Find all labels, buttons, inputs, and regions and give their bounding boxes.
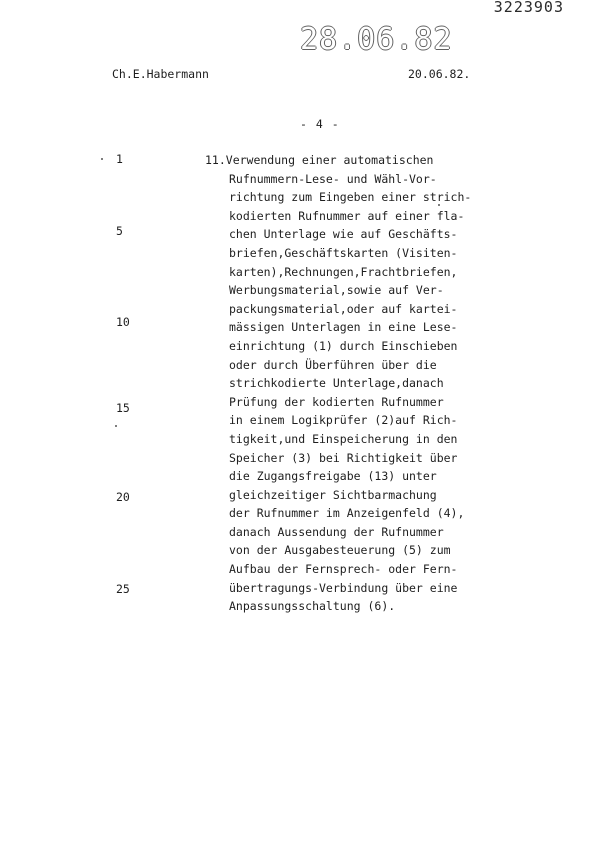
claim-line: chen Unterlage wie auf Geschäfts- — [229, 227, 458, 242]
claim-line: 11.Verwendung einer automatischen — [205, 153, 434, 167]
scan-speck — [438, 204, 440, 206]
claim-line: danach Aussendung der Rufnummer — [229, 524, 444, 539]
page-number: - 4 - — [300, 117, 340, 131]
claim-line: kodierten Rufnummer auf einer fla- — [229, 208, 465, 223]
document-date: 20.06.82. — [408, 67, 471, 81]
line-number: 1 — [116, 152, 123, 166]
line-number: 20 — [116, 490, 130, 504]
claim-line: übertragungs-Verbindung über eine — [229, 580, 458, 595]
claim-line: von der Ausgabesteuerung (5) zum — [229, 543, 451, 558]
claim-line: Rufnummern-Lese- und Wähl-Vor- — [229, 171, 437, 186]
claim-line: die Zugangsfreigabe (13) unter — [229, 469, 437, 484]
line-number: 15 — [116, 401, 130, 415]
claim-line: Prüfung der kodierten Rufnummer — [229, 394, 444, 409]
claim-line: Werbungsmaterial,sowie auf Ver- — [229, 283, 444, 298]
line-number: 10 — [116, 315, 130, 329]
claim-line: oder durch Überführen über die — [229, 357, 437, 372]
claim-11-text — [205, 151, 505, 616]
claim-line: Anpassungsschaltung (6). — [229, 599, 396, 614]
claim-line: strichkodierte Unterlage,danach — [229, 376, 444, 391]
line-number: 25 — [116, 582, 130, 596]
document-number: 3223903 — [493, 0, 564, 16]
scan-speck — [101, 158, 103, 160]
claim-line: karten),Rechnungen,Frachtbriefen, — [229, 264, 458, 279]
line-number: 5 — [116, 224, 123, 238]
scan-speck — [115, 425, 117, 427]
claim-line: tigkeit,und Einspeicherung in den — [229, 431, 458, 446]
author-name: Ch.E.Habermann — [112, 67, 209, 81]
claim-line: briefen,Geschäftskarten (Visiten- — [229, 245, 458, 260]
claim-line: der Rufnummer im Anzeigenfeld (4), — [229, 506, 465, 521]
claim-line: Speicher (3) bei Richtigkeit über — [229, 450, 458, 465]
claim-line: mässigen Unterlagen in eine Lese- — [229, 320, 458, 335]
claim-line: packungsmaterial,oder auf kartei- — [229, 301, 458, 316]
filing-date-stamp: 28.06.82 — [300, 22, 453, 57]
claim-line: gleichzeitiger Sichtbarmachung — [229, 487, 437, 502]
claim-line: einrichtung (1) durch Einschieben — [229, 338, 458, 353]
claim-line: richtung zum Eingeben einer strich- — [229, 190, 472, 205]
claim-line: in einem Logikprüfer (2)auf Rich- — [229, 413, 458, 428]
claim-line: Aufbau der Fernsprech- oder Fern- — [229, 562, 458, 577]
